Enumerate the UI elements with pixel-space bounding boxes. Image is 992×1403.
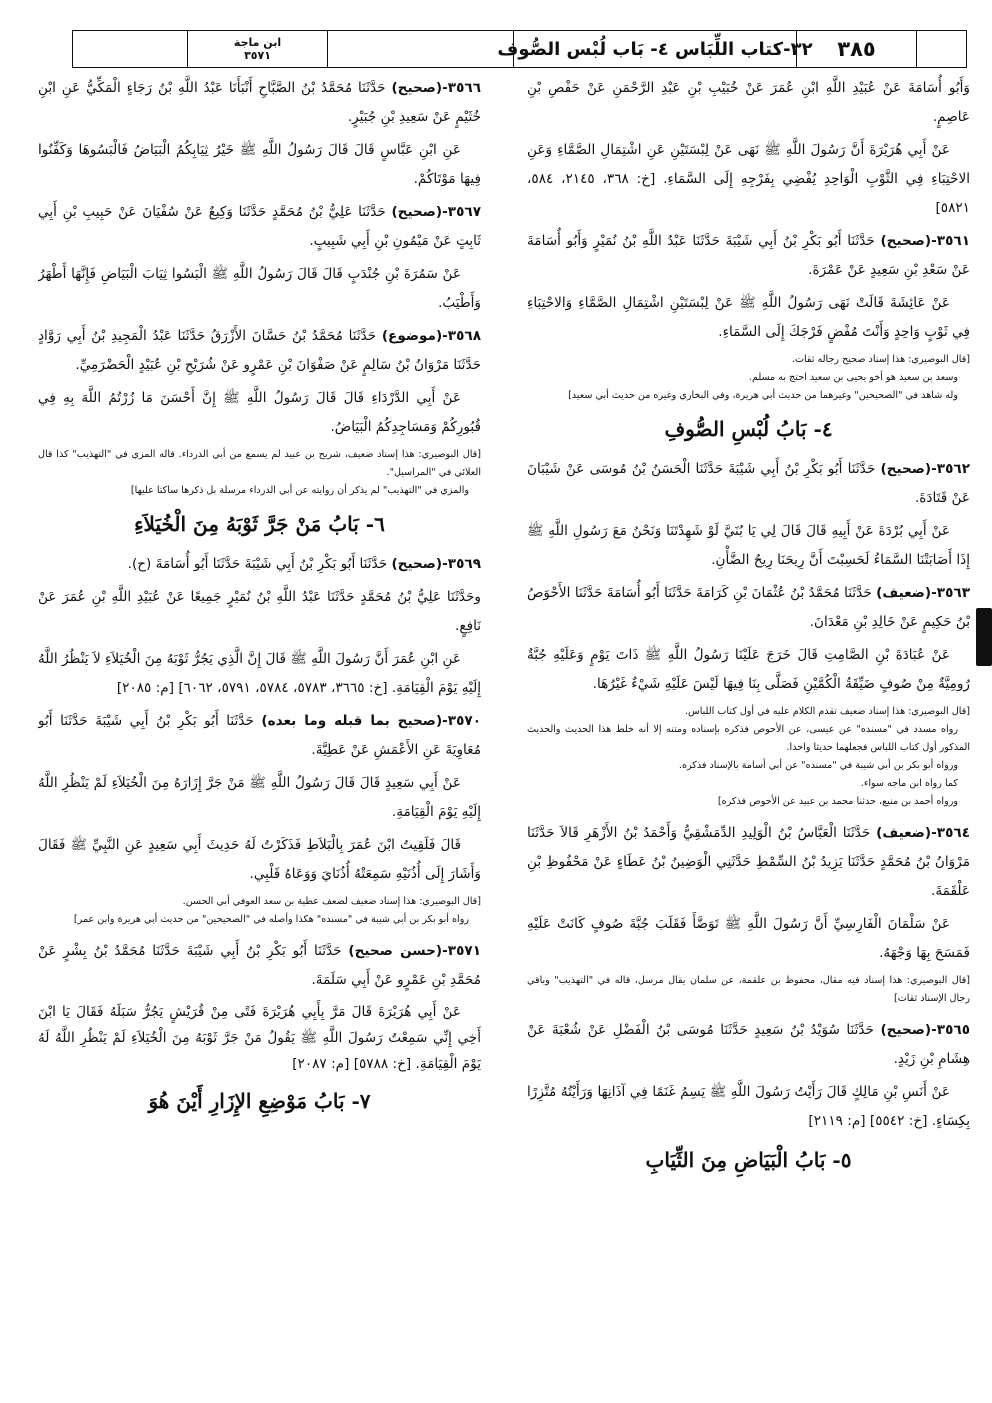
hadith-isnad [527,579,970,637]
isnad-text: حَدَّثَنَا أَبُو بَكْرِ بْنُ أَبِي شَيْبَةَ حَدَّثَنَا أَبُو مُعَاوِيَةَ عَنِ الأَعْمَشِ عَنْ عَطِيَّةَ. [38,713,481,758]
footnote: رواه أبو بكر بن أبي شيبة في "مسنده" هكذا وأصله في "الصحيحين" من حديث أبي هريرة وابن عمر] [73,914,469,925]
footnote-block [38,446,481,500]
header-blank-cell [327,31,513,67]
hadith-text: قَالَ فَلَقِيتُ ابْنَ عُمَرَ بِالْبَلاَطِ فَذَكَرْتُ لَهُ حَدِيثَ أَبِي سَعِيدٍ عَنِ النَّبِيِّ ﷺ فَقَالَ وَأَشَارَ إِلَى أُذُنَيْهِ سَمِعَتْهُ أُذُنَايَ وَوَعَاهُ قَلْبِي. [38,837,481,882]
hadith-number: ٣٥٦٧-(صحيح) [391,204,481,220]
footnote: [قال البوصيري: هذا إسناد فيه مقال، محفوظ بن علقمة، عن سلمان يقال مرسل، قاله في "التهذيب" وباقي رجال الإسناد ثقات] [527,975,970,1004]
hadith-text: عَنِ ابْنِ عُمَرَ أَنَّ رَسُولَ اللَّهِ ﷺ قَالَ إِنَّ الَّذِي يَجُرُّ ثَوْبَهُ مِنَ الْخُيَلاَءِ لاَ يَنْظُرُ اللَّهُ إِلَيْهِ يَوْمَ الْقِيَامَةِ. [خ: ٣٦٦٥، ٥٧٨٣، ٥٧٨٤، ٥٧٩١، ٦٠٦٢] [م: ٢٠٨٥] [38,651,481,696]
hadith-isnad [38,74,481,132]
isnad-text: حَدَّثَنَا الْعَبَّاسُ بْنُ الْوَلِيدِ الدِّمَشْقِيُّ وَأَحْمَدُ بْنُ الأَزْهَرِ قَالاَ حَدَّثَنَا مَرْوَانُ بْنُ مُحَمَّدٍ حَدَّثَنَا يَزِيدُ بْنُ السِّمْطِ حَدَّثَنِي الْوَضِينُ بْنُ عَطَاءٍ عَنْ مَحْفُوظِ بْنِ عَلْقَمَةَ. [527,825,970,899]
chapter-heading: ٥- بَابُ الْبَيَاضِ مِنَ الثِّيَابِ [645,1148,852,1172]
footnote: ورواه أبو بكر بن أبي شيبة في "مسنده" عن أبي أسامة بالإسناد فذكره. [678,760,958,771]
footnote-block [527,972,970,1008]
page-header [72,30,967,68]
hadith-isnad [38,707,481,765]
hadith-isnad [38,322,481,380]
hadith-text: عَنْ أَبِي سَعِيدٍ قَالَ قَالَ رَسُولُ اللَّهِ ﷺ مَنْ جَرَّ إِزَارَهُ مِنَ الْخُيَلاَءِ لَمْ يَنْظُرِ اللَّهُ إِلَيْهِ يَوْمَ الْقِيَامَةِ. [38,775,481,820]
hadith-number: ٣٥٦٤-(ضعيف) [876,825,970,841]
footnote: رواه مسدد في "مسنده" عن عيسى، عن الأحوص فذكره بإسناده ومتنه إلا أنه خلط هذا الحديث والحديث المذكور أول كتاب اللباس فجعلهما حديثا واحدا. [527,724,970,753]
footnote: والمزي في "التهذيب" لم يذكر أن روايته عن أبي الدرداء مرسلة بل ذكرها ساكتا عليها] [130,485,469,496]
hadith-text: عَنْ أَبِي هُرَيْرَةَ أَنَّ رَسُولَ اللَّهِ ﷺ نَهَى عَنْ لِبْسَتَيْنِ عَنِ اشْتِمَالِ الصَّمَّاءِ وَعَنِ الاحْتِبَاءِ فِي الثَّوْبِ الْوَاحِدِ يُفْضِي بِفَرْجِهِ إِلَى السَّمَاءِ. [خ: ٣٦٨، ٢١٤٥، ٥٨٤، ٥٨٢١] [527,142,970,216]
hadith-reference [187,31,327,67]
footnote-block [38,893,481,929]
edge-thumb-tab [976,608,992,666]
footnote: وسعد بن سعيد هو أخو يحيى بن سعيد احتج به مسلم. [748,372,958,383]
hadith-text: وَأَبُو أُسَامَةَ عَنْ عُبَيْدِ اللَّهِ ابْنِ عُمَرَ عَنْ خُبَيْبِ بْنِ عَبْدِ الرَّحْمَنِ عَنْ حَفْصِ بْنِ عَاصِمٍ. [527,80,970,125]
hadith-number: ٣٥٧٠-(صحيح بما قبله وما بعده) [261,713,481,729]
hadith-number: ٣٥٦٢-(صحيح) [880,461,970,477]
footnote: وله شاهد في "الصحيحين" وغيرهما من حديث أبي هريرة، وفي البخاري وغيره من حديث أبي سعيد] [568,390,958,401]
hadith-number: ٣٥٦٥-(صحيح) [880,1022,970,1038]
footnote-block [527,351,970,405]
footnote: [قال البوصيري: هذا إسناد صحيح رجاله ثقات. [791,354,970,365]
hadith-isnad: وحَدَّثَنَا عَلِيُّ بْنُ مُحَمَّدٍ حَدَّثَنَا عَبْدُ اللَّهِ بْنُ نُمَيْرٍ جَمِيعًا عَنْ عُبَيْدِ اللَّهِ بْنِ عُمَرَ عَنْ نَافِعٍ. [38,589,481,634]
hadith-isnad [527,455,970,513]
hadith-text: عَنْ سَمُرَةَ بْنِ جُنْدَبٍ قَالَ قَالَ رَسُولُ اللَّهِ ﷺ الْبَسُوا ثِيَابَ الْبَيَاضِ فَإِنَّهَا أَطْهَرُ وَأَطْيَبُ. [38,266,481,311]
hadith-text: عَنْ سَلْمَانَ الْفَارِسِيِّ أَنَّ رَسُولَ اللَّهِ ﷺ تَوَضَّأَ فَقَلَبَ جُبَّةَ صُوفٍ كَانَتْ عَلَيْهِ فَمَسَحَ بِهَا وَجْهَهُ. [527,916,970,961]
hadith-isnad [527,227,970,285]
footnote-block [527,703,970,811]
page-number: ٣٨٥ [796,31,916,67]
reference-number: ٣٥٧١ [244,49,271,62]
chapter-heading: ٦- بَابُ مَنْ جَرَّ ثَوْبَهُ مِنَ الْخُيَلاَءِ [134,512,385,536]
hadith-number: ٣٥٧١-(حسن صحيح) [348,943,481,959]
isnad-text: حَدَّثَنَا أَبُو بَكْرِ بْنُ أَبِي شَيْبَةَ حَدَّثَنَا مُحَمَّدُ بْنُ بِشْرٍ عَنْ مُحَمَّدِ بْنِ عَمْرٍو عَنْ أَبِي سَلَمَةَ. [38,943,481,988]
hadith-text: عَنْ أَبِي الدَّرْدَاءِ قَالَ قَالَ رَسُولُ اللَّهِ ﷺ إِنَّ أَحْسَنَ مَا زُرْتُمُ اللَّهَ بِهِ فِي قُبُورِكُمْ وَمَسَاجِدِكُمُ الْبَيَاضُ. [38,390,481,435]
hadith-isnad [527,1016,970,1074]
hadith-number: ٣٥٦٣-(ضعيف) [876,585,970,601]
hadith-isnad [38,198,481,256]
isnad-text: حَدَّثَنَا سُوَيْدُ بْنُ سَعِيدٍ حَدَّثَنَا مُوسَى بْنُ الْفَضْلِ عَنْ شُعْبَةَ عَنْ هِشَامِ بْنِ زَيْدٍ. [527,1022,970,1067]
header-blank-cell [916,31,966,67]
footnote: [قال البوصيري: هذا إسناد ضعيف لضعف عطية بن سعد العوفي أبي الحسن. [182,896,481,907]
isnad-text: حَدَّثَنَا عَلِيُّ بْنُ مُحَمَّدٍ حَدَّثَنَا وَكِيعٌ عَنْ سُفْيَانَ عَنْ حَبِيبِ بْنِ أَبِي ثَابِتٍ عَنْ مَيْمُونِ بْنِ أَبِي شَبِيبٍ. [38,204,481,249]
hadith-number: ٣٥٦٨-(موضوع) [381,328,481,344]
hadith-isnad [38,937,481,995]
footnote: كما رواه ابن ماجه سواء. [860,778,958,789]
isnad-text: حَدَّثَنَا مُحَمَّدُ بْنُ حَسَّانَ الأَزْرَقُ حَدَّثَنَا عَبْدُ الْمَجِيدِ بْنُ أَبِي رَوَّادٍ حَدَّثَنَا مَرْوَانُ بْنُ سَالِمٍ عَنْ صَفْوَانَ بْنِ عَمْرٍو عَنْ شُرَيْحِ بْنِ عُبَيْدٍ الْحَضْرَمِيِّ. [38,328,481,373]
hadith-text: عَنْ أَنَسِ بْنِ مَالِكٍ قَالَ رَأَيْتُ رَسُولَ اللَّهِ ﷺ يَسِمُ غَنَمًا فِي آذَانِهَا وَرَأَيْتُهُ مُتَّزِرًا بِكِسَاءٍ. [خ: ٥٥٤٢] [م: ٢١١٩] [527,1084,970,1129]
hadith-isnad [527,819,970,906]
isnad-text: حَدَّثَنَا أَبُو بَكْرِ بْنُ أَبِي شَيْبَةَ حَدَّثَنَا أَبُو أُسَامَةَ (ح). [127,556,392,572]
hadith-number: ٣٥٦٩-(صحيح) [391,556,481,572]
isnad-text: حَدَّثَنَا مُحَمَّدُ بْنُ عُثْمَانَ بْنِ كَرَامَةَ حَدَّثَنَا أَبُو أُسَامَةَ حَدَّثَنَا الأَحْوَصُ بْنُ حَكِيمٍ عَنْ خَالِدِ بْنِ مَعْدَانَ. [527,585,970,630]
footnote: [قال البوصيري: هذا إسناد ضعيف، شريح بن عبيد لم يسمع من أبي الدرداء. قاله المزي في "التهذيب" كذا قال العلائي في "المراسيل". [38,449,481,478]
reference-label: ابن ماجة [233,36,282,49]
running-title: ٣٢-كتاب اللِّبَاس ٤- بَاب لُبْس الصُّوف [513,31,796,67]
hadith-text: عَنْ أَبِي بُرْدَةَ عَنْ أَبِيهِ قَالَ قَالَ لِي يَا بُنَيَّ لَوْ شَهِدْتَنَا وَنَحْنُ مَعَ رَسُولِ اللَّهِ ﷺ إِذَا أَصَابَتْنَا السَّمَاءُ لَحَسِبْتَ أَنَّ رِيحَنَا رِيحُ الضَّأْنِ. [527,523,970,568]
footnote: ورواه أحمد بن منيع، حدثنا محمد بن عبيد عن الأحوص فذكره] [717,796,958,807]
footnote: [قال البوصيري: هذا إسناد ضعيف تقدم الكلام عليه في أول كتاب اللباس. [684,706,970,717]
hadith-isnad [38,550,481,579]
isnad-text: حَدَّثَنَا مُحَمَّدُ بْنُ الصَّبَّاحِ أَنْبَأَنَا عَبْدُ اللَّهِ بْنُ رَجَاءٍ الْمَكِّيُّ عَنِ ابْنِ خُثَيْمٍ عَنْ سَعِيدِ بْنِ جُبَيْرٍ. [38,80,481,125]
chapter-heading: ٤- بَابُ لُبْسِ الصُّوفِ [664,417,833,441]
isnad-text: حَدَّثَنَا أَبُو بَكْرِ بْنُ أَبِي شَيْبَةَ حَدَّثَنَا الْحَسَنُ بْنُ مُوسَى عَنْ شَيْبَانَ عَنْ قَتَادَةَ. [527,461,970,506]
right-column [527,74,970,1374]
hadith-text: عَنْ عَائِشَةَ قَالَتْ نَهَى رَسُولُ اللَّهِ ﷺ عَنْ لِبْسَتَيْنِ اشْتِمَالِ الصَّمَّاءِ وَالاحْتِبَاءِ فِي ثَوْبٍ وَاحِدٍ وَأَنْتَ مُفْضٍ فَرْجَكَ إِلَى السَّمَاءِ. [527,295,970,340]
left-column [38,74,481,1374]
hadith-text: عَنْ عُبَادَةَ بْنِ الصَّامِتِ قَالَ خَرَجَ عَلَيْنَا رَسُولُ اللَّهِ ﷺ ذَاتَ يَوْمٍ وَعَلَيْهِ جُبَّةٌ رُومِيَّةٌ مِنْ صُوفٍ ضَيِّقَةُ الْكُمَّيْنِ فَصَلَّى بِنَا فِيهَا لَيْسَ عَلَيْهِ شَيْءٌ غَيْرُهَا. [527,647,970,692]
isnad-text: حَدَّثَنَا أَبُو بَكْرِ بْنُ أَبِي شَيْبَةَ حَدَّثَنَا عَبْدُ اللَّهِ بْنُ نُمَيْرٍ وَأَبُو أُسَامَةَ عَنْ سَعْدِ بْنِ سَعِيدٍ عَنْ عَمْرَةَ. [527,233,970,278]
hadith-text: عَنْ أَبِي هُرَيْرَةَ قَالَ مَرَّ بِأَبِي هُرَيْرَةَ فَتًى مِنْ قُرَيْشٍ يَجُرُّ سَبَلَهُ فَقَالَ يَا ابْنَ أَخِي إِنِّي سَمِعْتُ رَسُولَ اللَّهِ ﷺ يَقُولُ مَنْ جَرَّ ثَوْبَهُ مِنَ الْخُيَلاَءِ لَمْ يَنْظُرِ اللَّهُ لَهُ يَوْمَ الْقِيَامَةِ. [خ: ٥٧٨٨] [م: ٢٠٨٧] [38,1004,481,1072]
header-blank-cell [73,31,187,67]
hadith-number: ٣٥٦١-(صحيح) [880,233,970,249]
hadith-number: ٣٥٦٦-(صحيح) [391,80,481,96]
chapter-heading: ٧- بَابُ مَوْضِعِ الإِزَارِ أَيْنَ هُوَ [148,1089,371,1113]
hadith-text: عَنِ ابْنِ عَبَّاسٍ قَالَ قَالَ رَسُولُ اللَّهِ ﷺ خَيْرُ ثِيَابِكُمُ الْبَيَاضُ فَالْبَسُوهَا وَكَفِّنُوا فِيهَا مَوْتَاكُمْ. [38,142,481,187]
